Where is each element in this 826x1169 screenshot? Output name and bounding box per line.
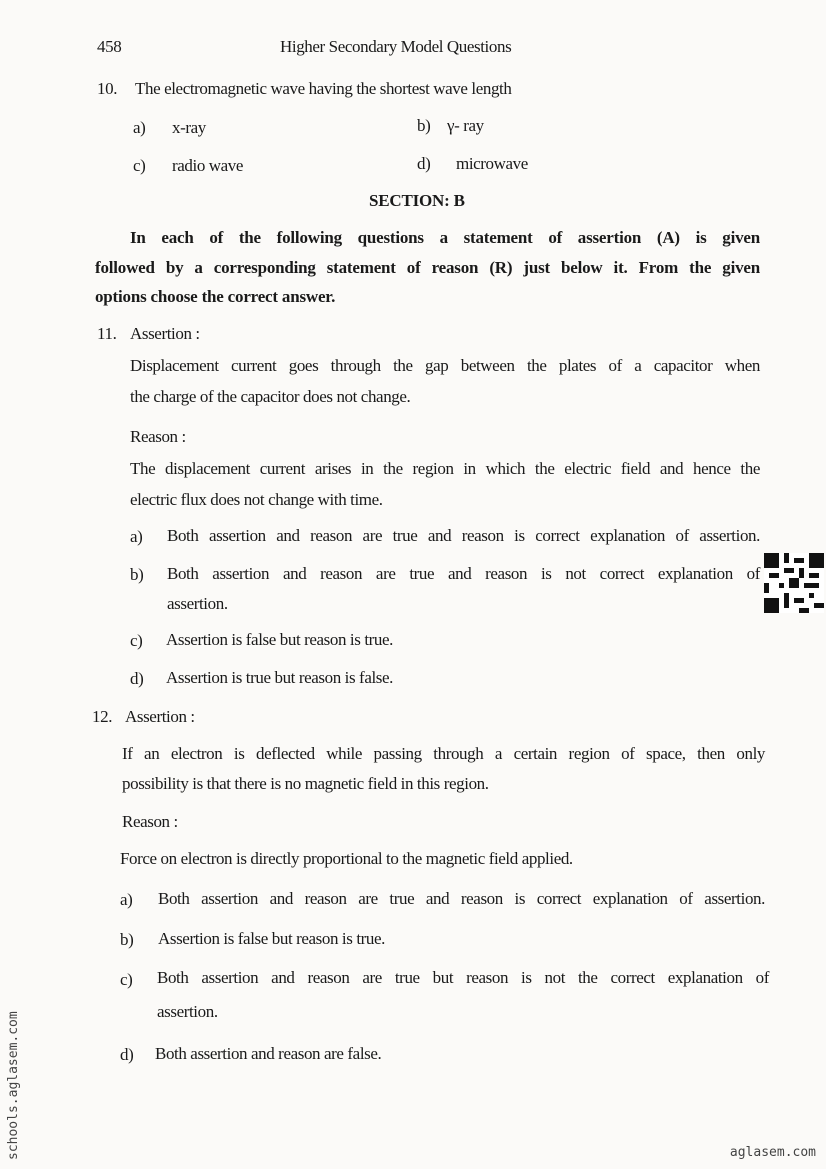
question-number: 10. (97, 79, 118, 98)
reason-label: Reason : (130, 427, 186, 446)
option-label: a) (120, 890, 133, 909)
assertion-line: the charge of the capacitor does not change. (130, 387, 411, 406)
assertion-label: Assertion : (125, 707, 195, 726)
option-label: b) (130, 565, 144, 584)
option-text: γ- ray (447, 116, 484, 135)
option-text: assertion. (157, 1002, 218, 1021)
option-text: Both assertion and reason are true and reason is correct explanation of assertion. (158, 889, 765, 908)
option-label: d) (130, 669, 144, 688)
option-label: a) (133, 118, 146, 137)
reason-label: Reason : (122, 812, 178, 831)
qr-code-icon (764, 553, 824, 613)
option-text: x-ray (172, 118, 206, 137)
option-text: Both assertion and reason are true but reason is not the correct explanation of (157, 968, 769, 987)
option-label: d) (120, 1045, 134, 1064)
page-number: 458 (97, 37, 122, 56)
reason-line: electric flux does not change with time. (130, 490, 383, 509)
assertion-line: If an electron is deflected while passing through a certain region of space, then only (122, 744, 765, 763)
instruction-line: In each of the following questions a statement of assertion (A) is given (130, 228, 760, 247)
option-label: c) (120, 970, 133, 989)
option-label: b) (120, 930, 134, 949)
bottom-watermark: aglasem.com (729, 1145, 816, 1160)
instruction-line: followed by a corresponding statement of reason (R) just below it. From the given (95, 258, 760, 277)
reason-line: The displacement current arises in the region in which the electric field and hence the (130, 459, 760, 478)
side-watermark: schools.aglasem.com (6, 1011, 21, 1160)
option-text: Both assertion and reason are false. (155, 1044, 382, 1063)
option-text: Both assertion and reason are true and reason is not correct explanation of (167, 564, 760, 583)
option-text: radio wave (172, 156, 244, 175)
assertion-label: Assertion : (130, 324, 200, 343)
question-number: 12. (92, 707, 113, 726)
option-text: assertion. (167, 594, 228, 613)
option-text: Both assertion and reason are true and reason is correct explanation of assertion. (167, 526, 760, 545)
option-label: c) (133, 156, 146, 175)
instruction-line: options choose the correct answer. (95, 287, 336, 306)
option-text: Assertion is false but reason is true. (158, 929, 386, 948)
option-label: a) (130, 527, 143, 546)
option-text: microwave (456, 154, 528, 173)
option-label: c) (130, 631, 143, 650)
page-header-title: Higher Secondary Model Questions (280, 37, 512, 56)
option-text: Assertion is false but reason is true. (166, 630, 394, 649)
assertion-line: possibility is that there is no magnetic field in this region. (122, 774, 489, 793)
assertion-line: Displacement current goes through the gap between the plates of a capacitor when (130, 356, 760, 375)
question-number: 11. (97, 324, 117, 343)
reason-line: Force on electron is directly proportional to the magnetic field applied. (120, 849, 573, 868)
section-title: SECTION: B (369, 191, 465, 210)
option-label: b) (417, 116, 431, 135)
question-text: The electromagnetic wave having the shortest wave length (135, 79, 512, 98)
option-label: d) (417, 154, 431, 173)
option-text: Assertion is true but reason is false. (166, 668, 394, 687)
